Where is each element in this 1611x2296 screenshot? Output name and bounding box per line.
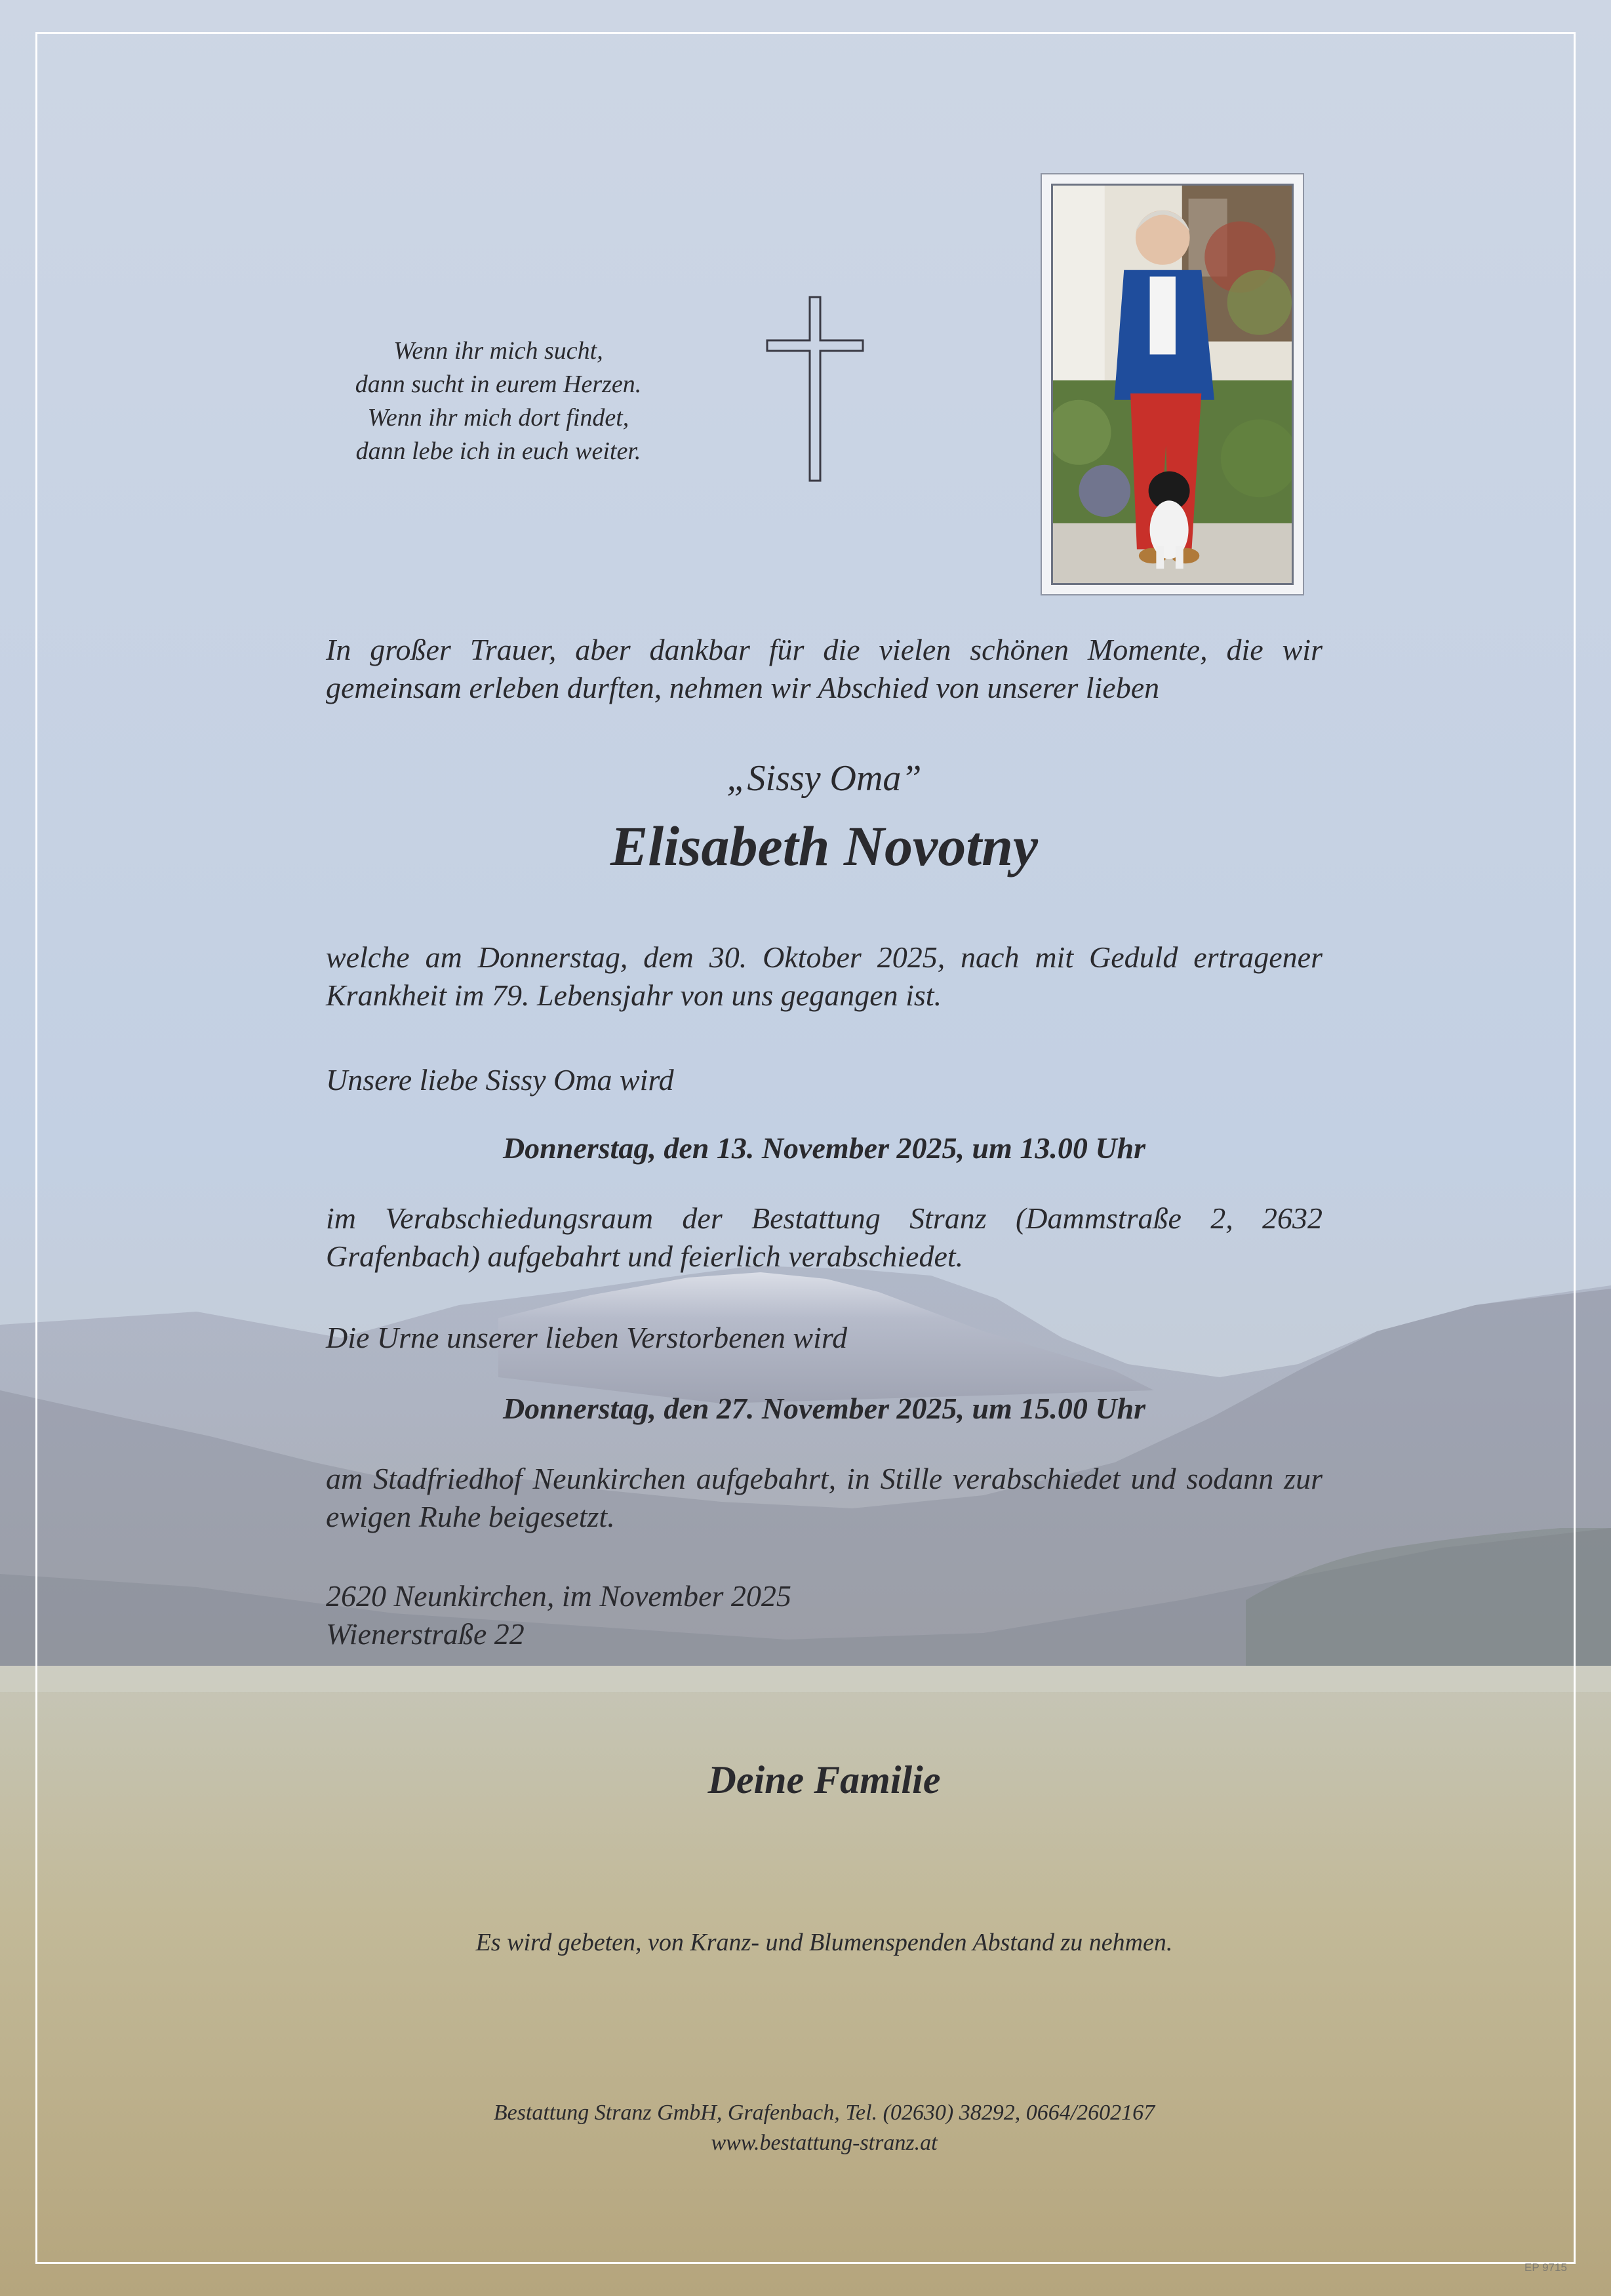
poem-line: dann lebe ich in euch weiter.: [355, 437, 641, 465]
poem: [302, 334, 695, 468]
intro-text: In großer Trauer, aber dankbar für die vielen schönen Momente, die wir gemeinsam erleben durften, nehmen wir Abschied von unserer lieben: [326, 633, 1323, 704]
deceased-name: Elisabeth Novotny: [610, 815, 1039, 877]
burial-lead: Die Urne unserer lieben Verstorbenen wird: [326, 1321, 848, 1354]
portrait-photo: [1051, 184, 1294, 585]
poem-line: Wenn ihr mich sucht,: [393, 337, 603, 365]
donation-request: Es wird gebeten, von Kranz- und Blumenspenden Abstand zu nehmen.: [475, 1929, 1173, 1956]
address: [326, 1577, 1323, 1653]
death-notice: welche am Donnerstag, dem 30. Oktober 2025, nach mit Geduld ertragener Krankheit im 79. Lebensjahr von uns gegangen ist.: [326, 940, 1323, 1012]
portrait-photo-frame: [1041, 173, 1304, 595]
address-line: 2620 Neunkirchen, im November 2025: [326, 1579, 791, 1613]
signature: Deine Familie: [707, 1758, 941, 1802]
farewell-lead: Unsere liebe Sissy Oma wird: [326, 1063, 674, 1097]
farewell-date: Donnerstag, den 13. November 2025, um 13.00 Uhr: [502, 1131, 1146, 1165]
burial-place: am Stadfriedhof Neunkirchen aufgebahrt, in Stille verabschiedet und sodann zur ewigen Ruhe beigesetzt.: [326, 1462, 1323, 1533]
burial-date: Donnerstag, den 27. November 2025, um 15.00 Uhr: [502, 1392, 1146, 1425]
funeral-home-website: www.bestattung-stranz.at: [711, 2131, 938, 2155]
funeral-home-footer: [326, 2098, 1323, 2158]
poem-line: Wenn ihr mich dort findet,: [367, 404, 629, 432]
poem-line: dann sucht in eurem Herzen.: [355, 371, 642, 398]
cross-icon: [766, 296, 864, 482]
print-code: EP 9715: [1524, 2261, 1567, 2274]
farewell-place: im Verabschiedungsraum der Bestattung Stranz (Dammstraße 2, 2632 Grafenbach) aufgebahrt und feierlich verabschiedet.: [326, 1201, 1323, 1273]
address-line: Wienerstraße 22: [326, 1617, 525, 1651]
nickname: „Sissy Oma”: [726, 758, 922, 799]
funeral-home-contact: Bestattung Stranz GmbH, Grafenbach, Tel. (02630) 38292, 0664/2602167: [493, 2101, 1155, 2125]
